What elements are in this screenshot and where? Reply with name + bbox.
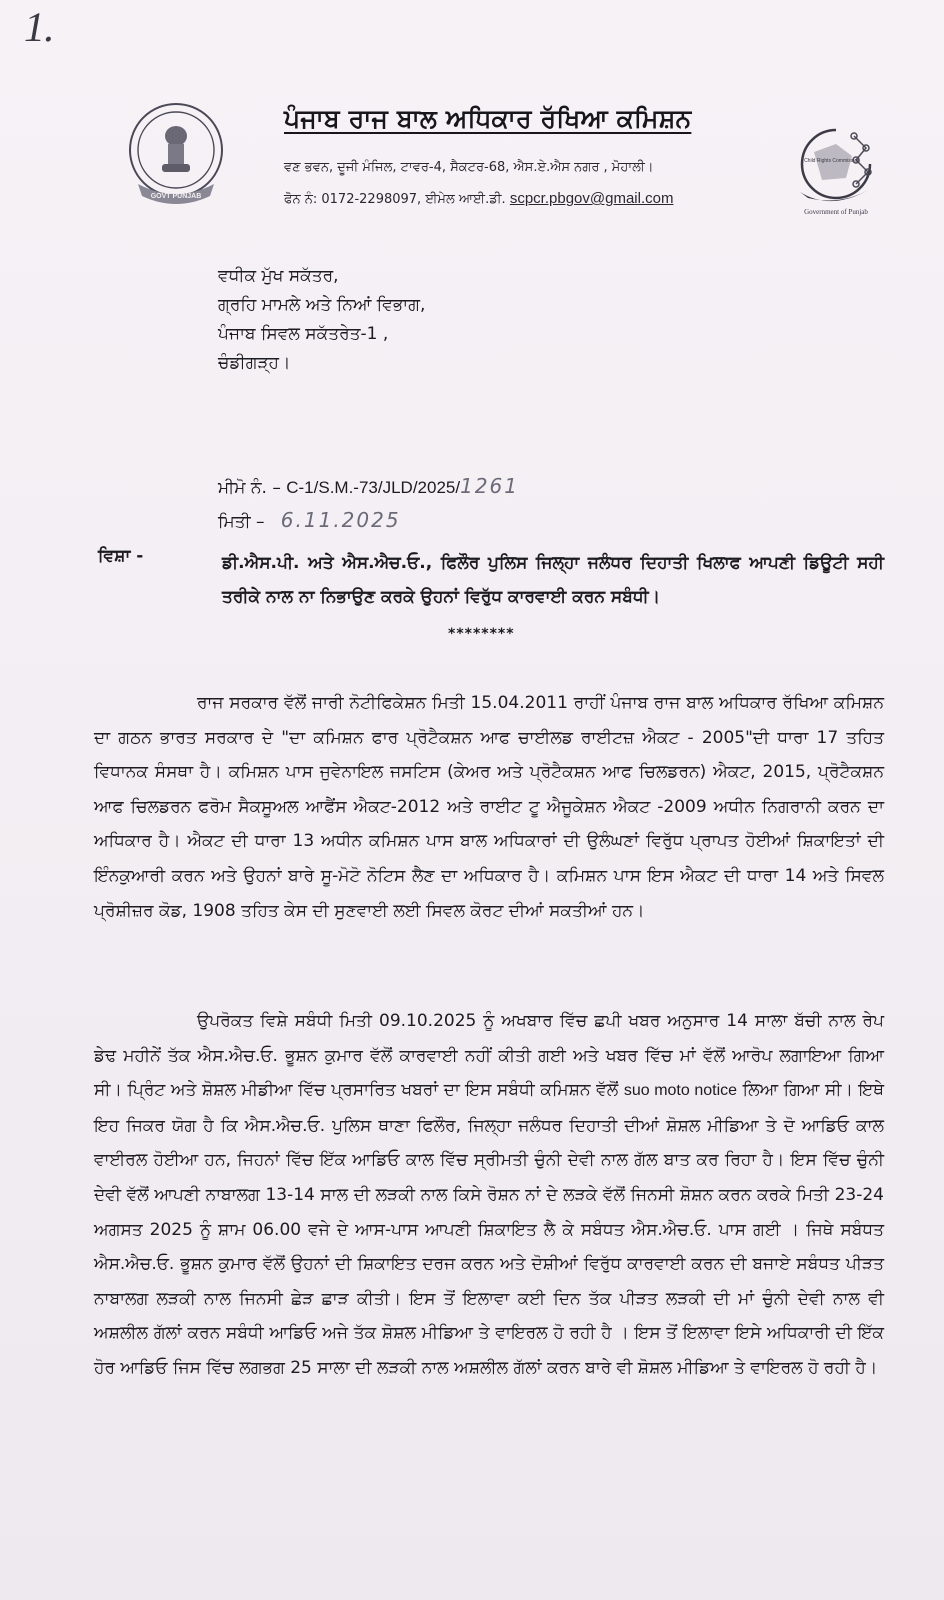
email-link[interactable]: scpcr.pbgov@gmail.com [509, 190, 674, 207]
body-paragraph-1 [94, 686, 884, 928]
addressee-city: ਚੰਡੀਗੜ੍ਹ। [218, 353, 291, 373]
commission-title: ਪੰਜਾਬ ਰਾਜ ਬਾਲ ਅਧਿਕਾਰ ਰੱਖਿਆ ਕਮਿਸ਼ਨ [284, 104, 692, 133]
body-paragraph-2 [94, 1004, 884, 1386]
addressee-designation: ਵਧੀਕ ਮੁੱਖ ਸਕੱਤਰ, [218, 266, 339, 286]
memo-label: ਮੀਮੋ ਨੰ. – [218, 478, 281, 498]
memo-date-line [218, 504, 519, 538]
subject-separator: ******** [448, 626, 515, 642]
addressee-office: ਪੰਜਾਬ ਸਿਵਲ ਸਕੱਤਰੇਤ-1 , [218, 324, 389, 344]
commission-address: ਵਣ ਭਵਨ, ਦੂਜੀ ਮੰਜਿਲ, ਟਾਵਰ-4, ਸੈਕਟਰ-68, ਐਸ.ਏ.ਐਸ ਨਗਰ , ਮੋਹਾਲੀ। [284, 160, 654, 175]
addressee-block [218, 262, 425, 378]
memo-block [218, 470, 519, 538]
subject-text: ਡੀ.ਐਸ.ਪੀ. ਅਤੇ ਐਸ.ਐਚ.ਓ., ਫਿਲੌਰ ਪੁਲਿਸ ਜਿਲ੍ਹਾ ਜਲੰਧਰ ਦਿਹਾਤੀ ਖਿਲਾਫ ਆਪਣੀ ਡਿਊਟੀ ਸਹੀ ਤਰੀਕੇ ਨਾਲ ਨਾ ਨਿਭਾਉਣ ਕਰਕੇ ਉਹਨਾਂ ਵਿਰੁੱਧ ਕਾਰਵਾਈ ਕਰਨ ਸਬੰਧੀ। [222, 553, 884, 607]
govt-punjab-emblem-icon [124, 100, 228, 208]
paragraph-1-text: ਰਾਜ ਸਰਕਾਰ ਵੱਲੋਂ ਜਾਰੀ ਨੋਟੀਫਿਕੇਸ਼ਨ ਮਿਤੀ 15.04.2011 ਰਾਹੀਂ ਪੰਜਾਬ ਰਾਜ ਬਾਲ ਅਧਿਕਾਰ ਰੱਖਿਆ ਕਮਿਸ਼ਨ ਦਾ ਗਠਨ ਭਾਰਤ ਸਰਕਾਰ ਦੇ "ਦਾ ਕਮਿਸ਼ਨ ਫਾਰ ਪ੍ਰੋਟੈਕਸ਼ਨ ਆਫ ਚਾਈਲਡ ਰਾਈਟਜ਼ ਐਕਟ - 2005"ਦੀ ਧਾਰਾ 17 ਤਹਿਤ ਵਿਧਾਨਕ ਸੰਸਥਾ ਹੈ। ਕਮਿਸ਼ਨ ਪਾਸ ਜੁਵੇਨਾਇਲ ਜਸਟਿਸ (ਕੇਅਰ ਅਤੇ ਪ੍ਰੋਟੈਕਸ਼ਨ ਆਫ ਚਿਲਡਰਨ) ਐਕਟ, 2015, ਪ੍ਰੋਟੈਕਸ਼ਨ ਆਫ ਚਿਲਡਰਨ ਫਰੋਮ ਸੈਕਸੂਅਲ ਆਫੈਂਸ ਐਕਟ-2012 ਅਤੇ ਰਾਈਟ ਟੂ ਐਜੂਕੇਸ਼ਨ ਐਕਟ -2009 ਅਧੀਨ ਨਿਗਰਾਨੀ ਕਰਨ ਦਾ ਅਧਿਕਾਰ ਹੈ। ਐਕਟ ਦੀ ਧਾਰਾ 13 ਅਧੀਨ ਕਮਿਸ਼ਨ ਪਾਸ ਬਾਲ ਅਧਿਕਾਰਾਂ ਦੀ ਉਲੰਘਣਾਂ ਵਿਰੁੱਧ ਪ੍ਰਾਪਤ ਹੋਈਆਂ ਸ਼ਿਕਾਇਤਾਂ ਦੀ ਇੰਨਕੁਆਰੀ ਕਰਨ ਅਤੇ ਉਹਨਾਂ ਬਾਰੇ ਸੂ-ਮੋਟੋ ਨੋਟਿਸ ਲੈਣ ਦਾ ਅਧਿਕਾਰ ਹੈ। ਕਮਿਸ਼ਨ ਪਾਸ ਇਸ ਐਕਟ ਦੀ ਧਾਰਾ 14 ਅਤੇ ਸਿਵਲ ਪ੍ਰੋਸ਼ੀਜ਼ਰ ਕੋਡ, 1908 ਤਹਿਤ ਕੇਸ ਦੀ ਸੁਣਵਾਈ ਲਈ ਸਿਵਲ ਕੋਰਟ ਦੀਆਂ ਸਕਤੀਆਂ ਹਨ। [94, 693, 884, 921]
paragraph-2-text-a: ਉਪਰੋਕਤ ਵਿਸ਼ੇ ਸਬੰਧੀ ਮਿਤੀ 09.10.2025 ਨੂੰ ਅਖਬਾਰ ਵਿੱਚ ਛਪੀ ਖਬਰ ਅਨੁਸਾਰ 14 ਸਾਲਾ ਬੱਚੀ ਨਾਲ ਰੇਪ ਡੇਢ ਮਹੀਨੇਂ ਤੱਕ ਐਸ.ਐਚ.ਓ. ਭੂਸ਼ਨ ਕੁਮਾਰ ਵੱਲੋਂ ਕਾਰਵਾਈ ਨਹੀਂ ਕੀਤੀ ਗਈ ਅਤੇ ਖਬਰ ਵਿੱਚ ਮਾਂ ਵੱਲੋਂ ਆਰੋਪ ਲਗਾਇਆ ਗਿਆ ਸੀ। ਪ੍ਰਿੰਟ ਅਤੇ ਸ਼ੋਸ਼ਲ ਮੀਡੀਆ ਵਿੱਚ ਪ੍ਰਸਾਰਿਤ ਖਬਰਾਂ ਦਾ ਇਸ ਸਬੰਧੀ ਕਮਿਸ਼ਨ ਵੱਲੋਂ [94, 1011, 884, 1101]
date-label: ਮਿਤੀ – [218, 512, 265, 532]
subject-label: ਵਿਸ਼ਾ - [98, 546, 144, 566]
memo-handwritten-number: 1261 [460, 474, 519, 498]
svg-text:GOVT PUNJAB: GOVT PUNJAB [150, 193, 202, 200]
svg-text:Government of Punjab: Government of Punjab [804, 208, 868, 216]
phone-info: ਫੋਨ ਨੰ: 0172-2298097, ਈਮੇਲ ਆਈ.ਡੀ. [284, 192, 506, 207]
handwritten-page-mark: 1. [19, 5, 60, 51]
paragraph-2-text-b: ਲਿਆ ਗਿਆ ਸੀ। ਇਥੇ ਇਹ ਜਿਕਰ ਯੋਗ ਹੈ ਕਿ ਐਸ.ਐਚ.ਓ. ਪੁਲਿਸ ਥਾਣਾ ਫਿਲੌਰ, ਜਿਲ੍ਹਾ ਜਲੰਧਰ ਦਿਹਾਤੀ ਦੀਆਂ ਸ਼ੋਸ਼ਲ ਮੀਡਿਆ ਤੇ ਦੋ ਆਡਿਓ ਕਾਲ ਵਾਈਰਲ ਹੋਈਆ ਹਨ, ਜਿਹਨਾਂ ਵਿੱਚ ਇੱਕ ਆਡਿਓ ਕਾਲ ਵਿੱਚ ਸ੍ਰੀਮਤੀ ਚੁੰਨੀ ਦੇਵੀ ਨਾਲ ਗੱਲ ਬਾਤ ਕਰ ਰਿਹਾ ਹੈ। ਇਸ ਵਿੱਚ ਚੁੰਨੀ ਦੇਵੀ ਵੱਲੋਂ ਆਪਣੀ ਨਾਬਾਲਗ 13-14 ਸਾਲ ਦੀ ਲੜਕੀ ਨਾਲ ਕਿਸੇ ਰੋਸ਼ਨ ਨਾਂ ਦੇ ਲੜਕੇ ਵੱਲੋਂ ਜਿਨਸੀ ਸ਼ੋਸ਼ਨ ਕਰਨ ਕਰਕੇ ਮਿਤੀ 23-24 ਅਗਸਤ 2025 ਨੂੰ ਸ਼ਾਮ 06.00 ਵਜੇ ਦੇ ਆਸ-ਪਾਸ ਆਪਣੀ ਸ਼ਿਕਾਇਤ ਲੈ ਕੇ ਸਬੰਧਤ ਐਸ.ਐਚ.ਓ. ਪਾਸ ਗਈ । ਜਿਥੇ ਸਬੰਧਤ ਐਸ.ਐਚ.ਓ. ਭੂਸ਼ਨ ਕੁਮਾਰ ਵੱਲੋਂ ਉਹਨਾਂ ਦੀ ਸ਼ਿਕਾਇਤ ਦਰਜ ਕਰਨ ਅਤੇ ਦੋਸ਼ੀਆਂ ਵਿਰੁੱਧ ਕਾਰਵਾਈ ਕਰਨ ਦੀ ਬਜਾਏ ਸਬੰਧਤ ਪੀੜਤ ਨਾਬਾਲਗ ਲੜਕੀ ਨਾਲ ਜਿਨਸੀ ਛੇੜ ਛਾੜ ਕੀਤੀ। ਇਸ ਤੋਂ ਇਲਾਵਾ ਕਈ ਦਿਨ ਤੱਕ ਪੀੜਤ ਲੜਕੀ ਦੀ ਮਾਂ ਚੁੰਨੀ ਦੇਵੀ ਨਾਲ ਵੀ ਅਸ਼ਲੀਲ ਗੱਲਾਂ ਕਰਨ ਸਬੰਧੀ ਆਡਿਓ ਅਜੇ ਤੱਕ ਸ਼ੋਸ਼ਲ ਮੀਡਿਆ ਤੇ ਵਾਇਰਲ ਹੋ ਰਹੀ ਹੈ । ਇਸ ਤੋਂ ਇਲਾਵਾ ਇਸੇ ਅਧਿਕਾਰੀ ਦੀ ਇੱਕ ਹੋਰ ਆਡਿਓ ਜਿਸ ਵਿੱਚ ਲਗਭਗ 25 ਸਾਲਾ ਦੀ ਲੜਕੀ ਨਾਲ ਅਸ਼ਲੀਲ ਗੱਲਾਂ ਕਰਨ ਬਾਰੇ ਵੀ ਸ਼ੋਸ਼ਲ ਮੀਡਿਆ ਤੇ ਵਾਇਰਲ ਹੋ ਰਹੀ ਹੈ। [94, 1080, 885, 1378]
memo-reference: C-1/S.M.-73/JLD/2025/ [286, 478, 461, 497]
addressee-department: ਗ੍ਰਹਿ ਮਾਮਲੇ ਅਤੇ ਨਿਆਂ ਵਿਭਾਗ, [218, 295, 426, 315]
child-rights-commission-logo-icon [792, 122, 880, 218]
paragraph-2-suo-moto: suo moto notice [623, 1082, 738, 1100]
memo-handwritten-date: 6.11.2025 [280, 508, 401, 532]
memo-number-line [218, 470, 519, 504]
svg-text:Child Rights Commission: Child Rights Commission [804, 158, 860, 164]
commission-contact [284, 190, 673, 207]
